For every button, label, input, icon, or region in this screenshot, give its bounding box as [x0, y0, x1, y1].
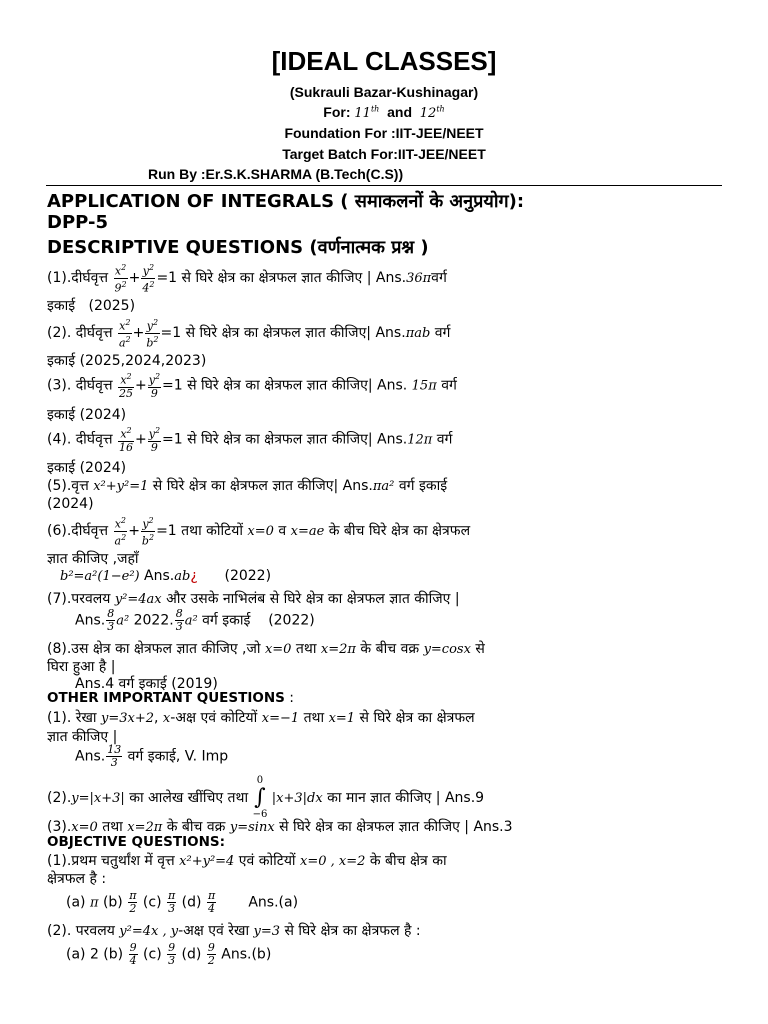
- desc-q1-line2: इकाई (2025): [47, 298, 136, 314]
- desc-q5: (5).वृत्त x²+y²=1 से घिरे क्षेत्र का क्षेत्रफल ज्ञात कीजिए| Ans.πa² वर्ग इकाई: [47, 478, 448, 494]
- section-descriptive: DESCRIPTIVE QUESTIONS (वर्णनात्मक प्रश्न ): [47, 237, 429, 258]
- desc-q4-line2: इकाई (2024): [47, 460, 127, 476]
- institute-title: [IDEAL CLASSES]: [271, 46, 497, 76]
- other-q3: (3).x=0 तथा x=2π के बीच वक्र y=sinx से घिरे क्षेत्र का क्षेत्रफल ज्ञात कीजिए | Ans.3: [47, 819, 513, 835]
- other-q1: (1). रेखा y=3x+2, x-अक्ष एवं कोटियों x=−1 तथा x=1 से घिरे क्षेत्र का क्षेत्रफल: [47, 710, 475, 726]
- desc-q6-line3: b²=a²(1−e²) Ans.ab¿ (2022): [60, 568, 272, 584]
- class-b: 12: [419, 106, 437, 121]
- desc-q4: (4). दीर्घवृत्त $\frac{x^2}{16}$ + $\frac{y^2}{9}$ =1 से घिरे क्षेत्र का क्षेत्रफल ज्ञात कीजिए| Ans.12π वर्ग: [47, 426, 453, 454]
- other-q1-line2: ज्ञात कीजिए |: [47, 729, 118, 745]
- obj-q2-options: (a) 2 (b) $\frac{9}{4}$ (c) $\frac{9}{3}$ (d) $\frac{9}{2}$ Ans.(b): [66, 941, 272, 967]
- dpp-label: DPP-5: [47, 212, 109, 233]
- class-line: [0, 104, 768, 121]
- class-a-sup: th: [370, 104, 380, 114]
- desc-q3-line2: इकाई (2024): [47, 407, 127, 423]
- obj-q1-line2: क्षेत्रफल है :: [47, 871, 107, 887]
- for-label: For:: [323, 104, 351, 120]
- other-q2: (2).y=|x+3| का आलेख खींचिए तथा 0 ∫ −6 |x+3|dx का मान ज्ञात कीजिए | Ans.9: [47, 775, 485, 820]
- obj-q1: (1).प्रथम चतुर्थांश में वृत्त x²+y²=4 एवं कोटियों x=0 , x=2 के बीच क्षेत्र का: [47, 853, 447, 869]
- desc-q6: (6).दीर्घवृत्त $\frac{x^2}{a^2}$ + $\frac{y^2}{b^2}$ =1 तथा कोटियों x=0 व x=ae के बीच घिरे क्षेत्र का क्षेत्रफल: [47, 516, 471, 548]
- desc-q2-line2: इकाई (2025,2024,2023): [47, 353, 207, 369]
- desc-q8: (8).उस क्षेत्र का क्षेत्रफल ज्ञात कीजिए ,जो x=0 तथा x=2π के बीच वक्र y=cosx से: [47, 641, 485, 657]
- topic-title: APPLICATION OF INTEGRALS ( समाकलनों के अनुप्रयोग):: [47, 191, 525, 212]
- desc-q8-line2: घिरा हुआ है |: [47, 659, 116, 675]
- desc-q8-answer: Ans.4 वर्ग इकाई (2019): [75, 676, 218, 692]
- foundation-line: Foundation For :IIT-JEE/NEET: [284, 125, 484, 141]
- target-line: Target Batch For:IIT-JEE/NEET: [282, 146, 486, 162]
- class-a: 11: [354, 106, 371, 121]
- other-heading: OTHER IMPORTANT QUESTIONS :: [47, 690, 295, 706]
- institute-place: (Sukrauli Bazar-Kushinagar): [289, 84, 479, 100]
- desc-q5-year: (2024): [47, 496, 94, 512]
- objective-heading: OBJECTIVE QUESTIONS:: [47, 834, 226, 850]
- divider: [46, 185, 722, 186]
- other-q1-answer: Ans. $\frac{13}{3}$ वर्ग इकाई, V. Imp: [75, 743, 229, 769]
- desc-q7-answer: Ans. $\frac{8}{3}$ a² 2022. $\frac{8}{3}$ a² वर्ग इकाई (2022): [75, 607, 315, 633]
- obj-q1-options: (a) π (b) $\frac{\pi}{2}$ (c) $\frac{\pi}{3}$ (d) $\frac{\pi}{4}$ Ans.(a): [66, 889, 299, 915]
- desc-q2: (2). दीर्घवृत्त $\frac{x^2}{a^2}$ + $\frac{y^2}{b^2}$ =1 से घिरे क्षेत्र का क्षेत्रफल ज्ञात कीजिए| Ans.πab वर्ग: [47, 318, 451, 350]
- desc-q1: (1).दीर्घवृत्त $\frac{x^2}{9^2}$ + $\frac{y^2}{4^2}$ =1 से घिरे क्षेत्र का क्षेत्रफल ज्ञात कीजिए | Ans.36πवर्ग: [47, 263, 447, 295]
- and-word: and: [387, 104, 412, 120]
- class-b-sup: th: [436, 104, 445, 114]
- desc-q3: (3). दीर्घवृत्त $\frac{x^2}{25}$ + $\frac{y^2}{9}$ =1 से घिरे क्षेत्र का क्षेत्रफल ज्ञात कीजिए| Ans. 15π वर्ग: [47, 372, 457, 400]
- obj-q2: (2). परवलय y²=4x , y-अक्ष एवं रेखा y=3 से घिरे क्षेत्र का क्षेत्रफल है :: [47, 923, 421, 939]
- desc-q6-line2: ज्ञात कीजिए ,जहाँ: [47, 551, 139, 567]
- desc-q7: (7).परवलय y²=4ax और उसके नाभिलंब से घिरे क्षेत्र का क्षेत्रफल ज्ञात कीजिए |: [47, 591, 460, 607]
- run-by-line: Run By :Er.S.K.SHARMA (B.Tech(C.S)): [148, 166, 404, 182]
